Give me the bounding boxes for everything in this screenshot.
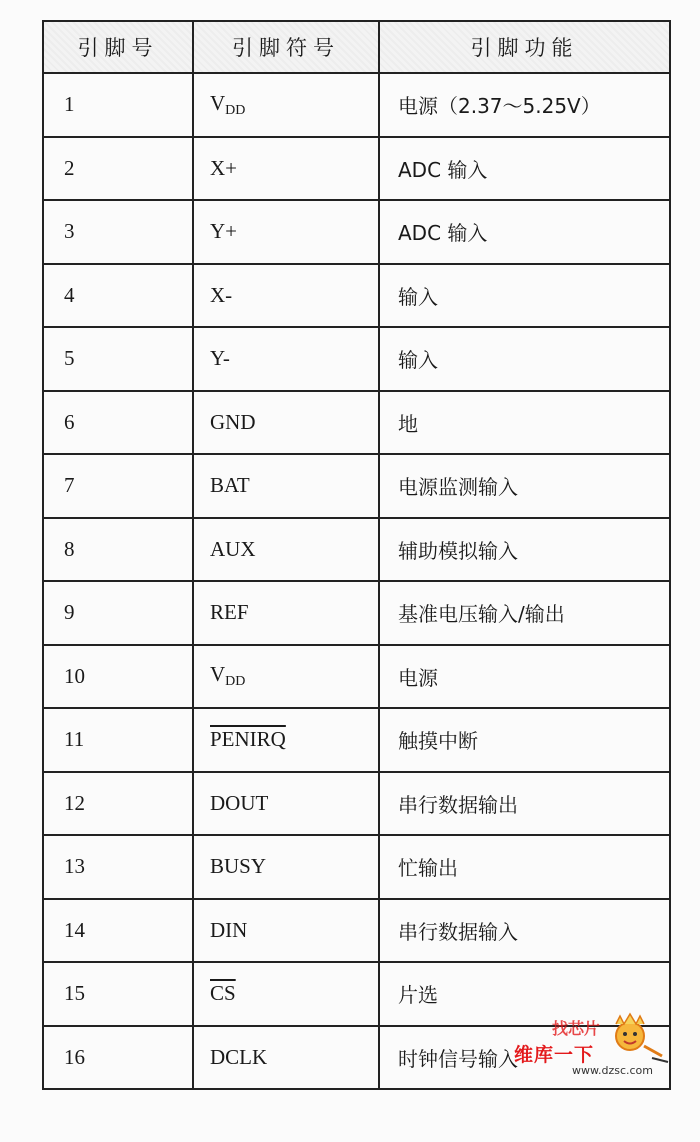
pin-symbol-cell (193, 899, 379, 963)
pin-function-cell: 忙输出 (379, 835, 670, 899)
pin-symbol-cell (193, 518, 379, 582)
pin-symbol-cell (193, 835, 379, 899)
pin-function-cell: 电源 (379, 645, 670, 709)
pin-symbol-text: X+ (210, 155, 238, 180)
pin-symbol-text: DOUT (210, 790, 269, 815)
pin-symbol-text: V (210, 90, 226, 115)
pin-symbol-cell (193, 645, 379, 709)
pin-number-cell: 7 (43, 454, 193, 518)
table-row (43, 708, 670, 772)
pin-function-cell: 输入 (379, 327, 670, 391)
pin-symbol-cell (193, 962, 379, 1026)
pin-symbol-subscript: DD (225, 674, 246, 690)
pin-number-cell: 5 (43, 327, 193, 391)
pin-symbol-cell (193, 708, 379, 772)
table-row (43, 137, 670, 201)
pin-number-cell: 10 (43, 645, 193, 709)
pin-symbol-cell (193, 264, 379, 328)
pin-number-cell: 15 (43, 962, 193, 1026)
pin-number-cell: 4 (43, 264, 193, 328)
pin-symbol-cell (193, 391, 379, 455)
table-row (43, 391, 670, 455)
table-row (43, 518, 670, 582)
pin-symbol-cell (193, 200, 379, 264)
pin-symbol-text: BUSY (210, 854, 267, 879)
svg-text:找芯片: 找芯片 (552, 1019, 601, 1038)
pin-symbol-text: PENIRQ (210, 727, 286, 752)
pin-symbol-cell (193, 137, 379, 201)
pin-symbol-cell (193, 581, 379, 645)
pin-function-cell: 串行数据输入 (379, 899, 670, 963)
pin-function-cell: 地 (379, 391, 670, 455)
pin-symbol-text: Y- (210, 346, 230, 371)
pin-function-cell: 电源监测输入 (379, 454, 670, 518)
pin-symbol-text: REF (210, 600, 249, 625)
table-row (43, 73, 670, 137)
pin-symbol-cell (193, 772, 379, 836)
pin-function-cell: 输入 (379, 264, 670, 328)
pin-function-cell: 触摸中断 (379, 708, 670, 772)
pin-symbol-cell (193, 327, 379, 391)
table-row (43, 835, 670, 899)
pin-number-cell: 12 (43, 772, 193, 836)
table-body (43, 73, 670, 1089)
pin-number-cell: 3 (43, 200, 193, 264)
pin-number-cell: 1 (43, 73, 193, 137)
table-row (43, 200, 670, 264)
pin-symbol-text: Y+ (210, 219, 238, 244)
pin-function-cell: 辅助模拟输入 (379, 518, 670, 582)
pin-function-cell: 串行数据输出 (379, 772, 670, 836)
pin-symbol-text: V (210, 662, 226, 687)
pin-function-cell: ADC 输入 (379, 137, 670, 201)
pin-number-cell: 6 (43, 391, 193, 455)
pin-symbol-text: DIN (210, 917, 248, 942)
watermark-brand: 维库一下 (514, 1044, 595, 1066)
pin-symbol-cell (193, 73, 379, 137)
table-header (43, 21, 670, 73)
pin-symbol-cell (193, 454, 379, 518)
pin-function-cell: 片选 (379, 962, 670, 1026)
pin-function-cell: 基准电压输入/输出 (379, 581, 670, 645)
pin-symbol-text: X- (210, 282, 233, 307)
table-row (43, 581, 670, 645)
pin-number-cell: 13 (43, 835, 193, 899)
pin-number-cell: 14 (43, 899, 193, 963)
table-row (43, 899, 670, 963)
pin-number-cell: 16 (43, 1026, 193, 1090)
pin-number-cell: 9 (43, 581, 193, 645)
header-row (43, 21, 670, 73)
table-row (43, 327, 670, 391)
header-pin-number: 引脚号 (43, 21, 193, 73)
pin-symbol-cell (193, 1026, 379, 1090)
pin-number-cell: 2 (43, 137, 193, 201)
pin-symbol-text: AUX (210, 536, 256, 561)
pin-symbol-text: DCLK (210, 1044, 268, 1069)
pin-symbol-text: BAT (210, 473, 250, 498)
pin-symbol-subscript: DD (225, 102, 246, 118)
table-row (43, 772, 670, 836)
header-pin-symbol: 引脚符号 (193, 21, 379, 73)
table-row (43, 264, 670, 328)
pin-function-cell: 电源（2.37～5.25V） (379, 73, 670, 137)
header-pin-function: 引脚功能 (379, 21, 670, 73)
table-row (43, 645, 670, 709)
pin-number-cell: 11 (43, 708, 193, 772)
table-row (43, 454, 670, 518)
pin-function-table (42, 20, 671, 1090)
pin-number-cell: 8 (43, 518, 193, 582)
pin-function-cell: 时钟信号输入 (379, 1026, 670, 1090)
pin-symbol-text: $\overline{CS}$ (210, 981, 236, 1006)
pin-function-cell: ADC 输入 (379, 200, 670, 264)
watermark-url: www.dzsc.com (572, 1064, 654, 1077)
watermark-logo (512, 1012, 672, 1082)
pin-symbol-text: GND (210, 409, 256, 434)
